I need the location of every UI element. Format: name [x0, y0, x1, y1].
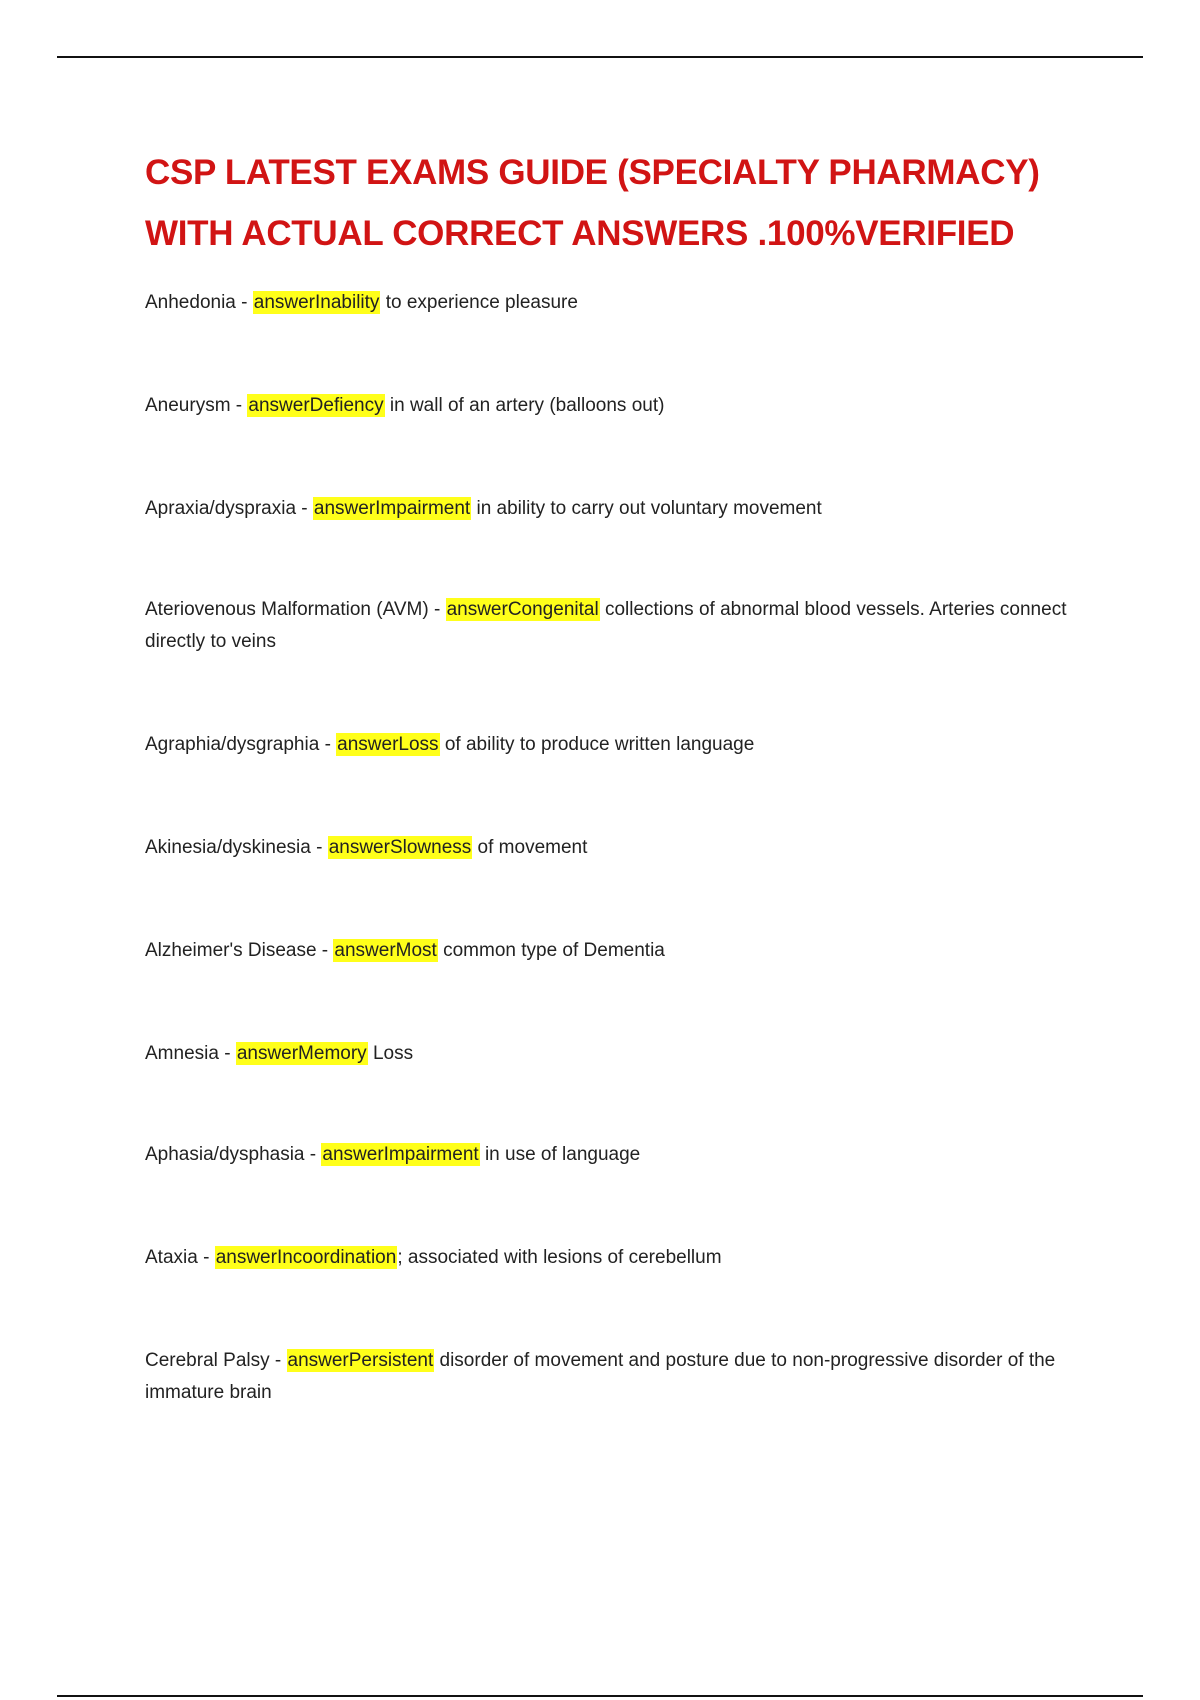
entry-term: Akinesia/dyskinesia - [145, 837, 328, 858]
answer-highlight: answerDefiency [248, 395, 384, 416]
answer-highlight: answerSlowness [328, 837, 472, 858]
entry-cerebral-palsy [145, 1345, 1085, 1409]
entry-definition: common type of Dementia [437, 940, 665, 961]
entry-akinesia [145, 832, 1085, 864]
entry-definition: disorder of movement and posture due to non-progressive disorder of the immature brain [145, 1350, 1056, 1403]
entry-anhedonia [145, 287, 1085, 319]
answer-highlight: answerIncoordination [215, 1247, 397, 1268]
bottom-rule [57, 1695, 1143, 1697]
entry-term: Aneurysm - [145, 395, 248, 416]
entry-definition: of ability to produce written language [439, 734, 755, 755]
answer-highlight: answerMost [334, 940, 437, 961]
entry-definition: collections of abnormal blood vessels. Arteries connect directly to veins [145, 599, 1067, 652]
answer-highlight: answerInability [253, 292, 380, 313]
title-line-2: WITH ACTUAL CORRECT ANSWERS .100%VERIFIED [145, 214, 1015, 253]
entry-term: Alzheimer's Disease - [145, 940, 334, 961]
entry-aneurysm [145, 390, 1085, 422]
entry-apraxia [145, 493, 1085, 525]
entry-aphasia [145, 1139, 1085, 1171]
entry-amnesia [145, 1038, 1085, 1070]
entry-term: Amnesia - [145, 1043, 236, 1064]
answer-highlight: answerImpairment [313, 498, 471, 519]
answer-highlight: answerPersistent [287, 1350, 434, 1371]
entry-term: Anhedonia - [145, 292, 253, 313]
answer-highlight: answerMemory [236, 1043, 367, 1064]
title-line-1: CSP LATEST EXAMS GUIDE (SPECIALTY PHARMACY) [145, 153, 1040, 192]
entry-avm [145, 594, 1085, 658]
entry-term: Ataxia - [145, 1247, 215, 1268]
entry-term: Apraxia/dyspraxia - [145, 498, 313, 519]
entry-term: Aphasia/dysphasia - [145, 1144, 322, 1165]
entry-definition: in use of language [479, 1144, 641, 1165]
answer-highlight: answerImpairment [322, 1144, 479, 1165]
entry-definition: ; associated with lesions of cerebellum [397, 1247, 722, 1268]
entry-agraphia [145, 729, 1085, 761]
answer-highlight: answerLoss [337, 734, 439, 755]
entry-definition: of movement [472, 837, 588, 858]
entry-term: Ateriovenous Malformation (AVM) - [145, 599, 446, 620]
entry-definition: to experience pleasure [380, 292, 578, 313]
top-rule [57, 56, 1143, 58]
answer-highlight: answerCongenital [446, 599, 599, 620]
entry-definition: Loss [367, 1043, 414, 1064]
entry-definition: in ability to carry out voluntary movement [471, 498, 822, 519]
entry-ataxia [145, 1242, 1085, 1274]
document-title [145, 142, 1095, 264]
entry-term: Agraphia/dysgraphia - [145, 734, 337, 755]
entry-alzheimers [145, 935, 1085, 967]
entry-definition: in wall of an artery (balloons out) [384, 395, 665, 416]
entry-term: Cerebral Palsy - [145, 1350, 287, 1371]
